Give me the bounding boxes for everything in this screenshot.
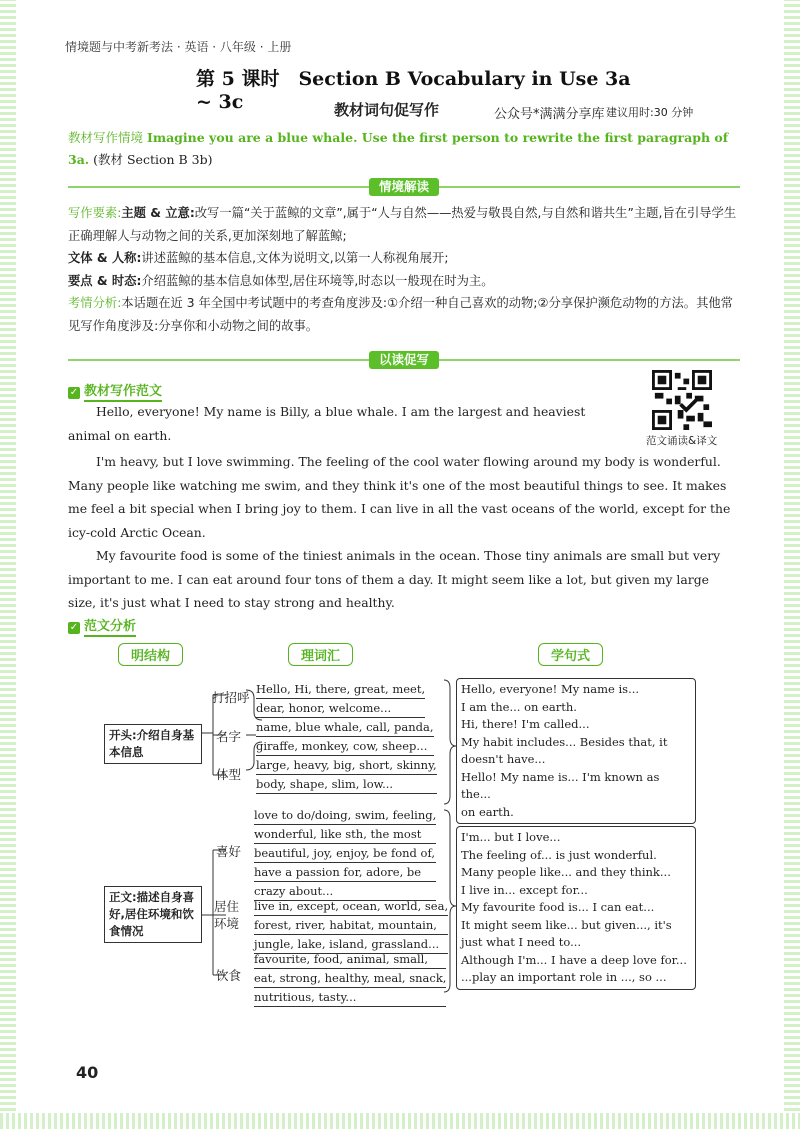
page-border-bottom (0, 1113, 800, 1129)
vocab-shape: large, heavy, big, short, skinny, body, shape, slim, low... (256, 756, 437, 794)
vocab-diet: favourite, food, animal, small, eat, strong, healthy, meal, snack, nutritious, tasty... (254, 950, 446, 1007)
banner-label: 以读促写 (369, 351, 439, 369)
lesson-subtitle: 教材词句促写作 (334, 101, 440, 119)
structure-opening: 开头:介绍自身基本信息 (104, 724, 202, 764)
requirement-3: 要点 & 时态:介绍蓝鲸的基本信息如体型,居住环境等,时态以一般现在时为主。 (68, 273, 494, 288)
page (16, 0, 784, 1113)
model-essay-heading: ✓ 教材写作范文 (68, 380, 162, 399)
check-icon: ✓ (69, 622, 79, 633)
essay-paragraph-2: I'm heavy, but I love swimming. The feeling of the cool water flowing around my body is wonderful. Many people like watching me swim, and they think it's one of the most beautiful things to see. It makes me feel a bit special when I bring joy to them. I can live in all the vast oceans of the world, except for the icy-cold Arctic Ocean. (68, 454, 731, 540)
watermark: 公众号*满满分享库 (494, 107, 605, 122)
category-diet: 饮食 (216, 968, 242, 983)
column-header-sentences: 学句式 (538, 643, 603, 666)
sentence-box-body: I'm... but I love... The feeling of... is just wonderful. Many people like... and they think... I live in... except for... My favourite food is... I can eat... It might seem like... but given..., it's just what I need to... Although I'm... I have a deep love for... ...play an important role in ..., so ... (456, 826, 696, 990)
category-hobby: 喜好 (216, 844, 242, 859)
column-header-structure: 明结构 (118, 643, 183, 666)
series-title: 情境题与中考新考法 · 英语 · 八年级 · 上册 (65, 40, 292, 54)
category-greeting: 打招呼 (212, 690, 250, 705)
page-border-right (784, 0, 800, 1129)
banner-label: 情境解读 (369, 178, 439, 196)
requirement-4: 考情分析:本话题在近 3 年全国中考试题中的考查角度涉及:①介绍一种自己喜欢的动物;②分享保护濒危动物的方法。其他常见写作角度涉及:分享你和小动物之间的故事。 (68, 296, 733, 333)
situation-text: Imagine you are a blue whale. Use the first person to rewrite the first paragraph of 3a. (68, 130, 729, 167)
vocab-name: name, blue whale, call, panda, giraffe, monkey, cow, sheep... (256, 718, 434, 756)
essay-paragraph-1: Hello, everyone! My name is Billy, a blue whale. I am the largest and heaviest animal on earth. (68, 404, 586, 443)
page-number: 40 (76, 1063, 99, 1082)
situation-label: 教材写作情境 (68, 130, 144, 145)
category-habitat: 居住环境 (214, 899, 240, 931)
structure-body: 正文:描述自身喜好,居住环境和饮食情况 (104, 886, 202, 943)
column-header-vocabulary: 理词汇 (288, 643, 353, 666)
check-icon: ✓ (69, 387, 79, 398)
requirement-1: 写作要素:主题 & 立意:改写一篇“关于蓝鲸的文章”,属于“人与自然——热爱与敬畏自然,与自然和谐共生”主题,旨在引导学生正确理解人与动物之间的关系,更加深刻地了解蓝鲸; (68, 206, 737, 243)
suggested-time: 建议用时:30 分钟 (606, 106, 694, 119)
requirement-2: 文体 & 人称:讲述蓝鲸的基本信息,文体为说明文,以第一人称视角展开; (68, 251, 449, 265)
essay-paragraph-3: My favourite food is some of the tiniest animals in the ocean. Those tiny animals are small but very important to me. I can eat around four tons of them a day. It might seem like a lot, but given my large size, it's just what I need to stay strong and healthy. (68, 548, 721, 610)
page-border-left (0, 0, 16, 1129)
category-name: 名字 (216, 729, 242, 744)
vocab-greeting: Hello, Hi, there, great, meet, dear, honor, welcome... (256, 680, 425, 718)
sentence-box-opening: Hello, everyone! My name is... I am the... on earth. Hi, there! I'm called... My habit includes... Besides that, it doesn't have... Hello! My name is... I'm known as the... on earth. (456, 678, 696, 824)
vocab-habitat: live in, except, ocean, world, sea, forest, river, habitat, mountain, jungle, lake, island, grassland... (254, 897, 448, 954)
vocab-hobby: love to do/doing, swim, feeling, wonderful, like sth, the most beautiful, joy, enjoy, be fond of, have a passion for, adore, be crazy about... (254, 806, 436, 901)
qr-caption: 范文诵读&译文 (646, 435, 718, 447)
situation-source: (教材 Section B 3b) (93, 152, 213, 167)
analysis-heading: ✓ 范文分析 (68, 615, 136, 634)
lesson-title: 第 5 课时 Section B Vocabulary in Use 3a ~ 3c (196, 68, 631, 113)
category-shape: 体型 (216, 767, 242, 782)
